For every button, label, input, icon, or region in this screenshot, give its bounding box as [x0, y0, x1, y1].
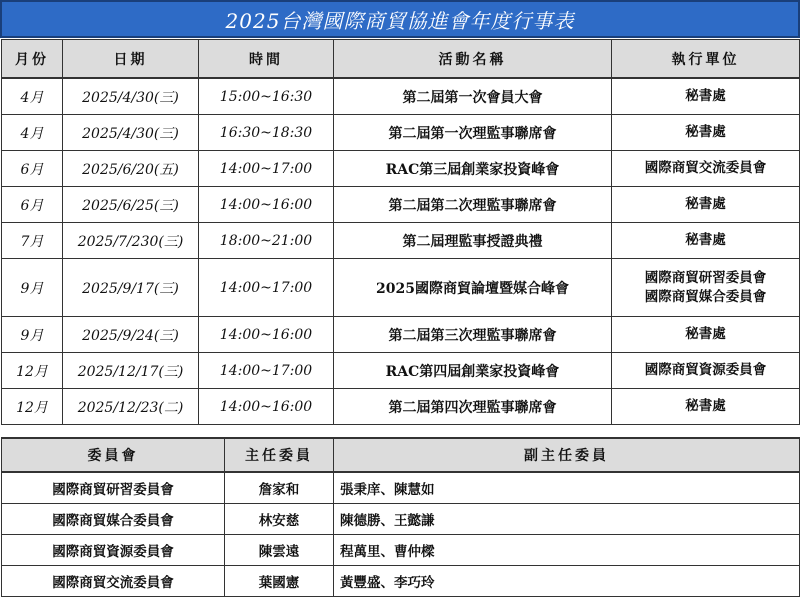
- month-cell: 4月: [2, 78, 63, 115]
- month-cell: 4月: [2, 115, 63, 151]
- header-event-name: 活動名稱: [334, 40, 612, 79]
- month-cell: 9月: [2, 259, 63, 317]
- table-row: [2, 151, 800, 187]
- committee-header-row: [2, 438, 800, 472]
- table-row: [2, 389, 800, 425]
- committee-name-cell: 國際商貿交流委員會: [2, 566, 225, 597]
- date-cell: 2025/12/23(二): [63, 389, 199, 425]
- event-name-cell: 第二屆理監事授證典禮: [334, 223, 612, 259]
- chair-cell: 林安慈: [225, 504, 334, 535]
- department-name: 秘書處: [685, 326, 726, 342]
- event-name-cell: 第二屆第四次理監事聯席會: [334, 389, 612, 425]
- event-name-cell: 第二屆第一次會員大會: [334, 78, 612, 115]
- table-row: [2, 317, 800, 353]
- event-name-cell: 2025國際商貿論壇暨媒合峰會: [334, 259, 612, 317]
- table-row: [2, 78, 800, 115]
- table-row: [2, 187, 800, 223]
- time-cell: 14:00~16:00: [199, 317, 334, 353]
- time-cell: 16:30~18:30: [199, 115, 334, 151]
- time-cell: 15:00~16:30: [199, 78, 334, 115]
- page-title: 2025台灣國際商貿協進會年度行事表: [0, 0, 800, 38]
- table-row: [2, 566, 800, 597]
- vice-chair-cell: 黃豐盛、李巧玲: [334, 566, 800, 597]
- event-name-cell: 第二屆第三次理監事聯席會: [334, 317, 612, 353]
- vice-chair-cell: 張秉庠、陳慧如: [334, 472, 800, 504]
- time-cell: 14:00~16:00: [199, 187, 334, 223]
- table-row: [2, 504, 800, 535]
- committee-table: [1, 437, 800, 597]
- date-cell: 2025/6/20(五): [63, 151, 199, 187]
- department-name: 國際商貿媒合委員會: [644, 288, 767, 305]
- table-row: [2, 472, 800, 504]
- committee-name-cell: 國際商貿研習委員會: [2, 472, 225, 504]
- department-name: 秘書處: [685, 196, 726, 212]
- chair-cell: 陳雲遠: [225, 535, 334, 566]
- date-cell: 2025/7/230(三): [63, 223, 199, 259]
- vice-chair-cell: 程萬里、曹仲樑: [334, 535, 800, 566]
- time-cell: 18:00~21:00: [199, 223, 334, 259]
- date-cell: 2025/4/30(三): [63, 115, 199, 151]
- date-cell: 2025/9/17(三): [63, 259, 199, 317]
- time-cell: 14:00~17:00: [199, 259, 334, 317]
- department-cell: [612, 115, 800, 151]
- section-divider: [0, 430, 800, 437]
- department-name: 國際商貿研習委員會: [644, 269, 767, 286]
- committee-name-cell: 國際商貿媒合委員會: [2, 504, 225, 535]
- month-cell: 6月: [2, 151, 63, 187]
- department-cell: [612, 259, 800, 317]
- department-name: 秘書處: [685, 232, 726, 248]
- department-name: 秘書處: [685, 88, 726, 104]
- date-cell: 2025/6/25(三): [63, 187, 199, 223]
- header-department: 執行單位: [612, 40, 800, 79]
- department-cell: [612, 187, 800, 223]
- department-cell: [612, 353, 800, 389]
- header-time: 時間: [199, 40, 334, 79]
- header-date: 日期: [63, 40, 199, 79]
- department-cell: [612, 389, 800, 425]
- date-cell: 2025/12/17(三): [63, 353, 199, 389]
- month-cell: 12月: [2, 389, 63, 425]
- department-cell: [612, 151, 800, 187]
- time-cell: 14:00~17:00: [199, 151, 334, 187]
- department-cell: [612, 78, 800, 115]
- department-cell: [612, 223, 800, 259]
- chair-cell: 詹家和: [225, 472, 334, 504]
- table-row: [2, 535, 800, 566]
- table-row: [2, 353, 800, 389]
- department-name: 秘書處: [685, 124, 726, 140]
- date-cell: 2025/9/24(三): [63, 317, 199, 353]
- table-row: [2, 223, 800, 259]
- committee-name-cell: 國際商貿資源委員會: [2, 535, 225, 566]
- event-name-cell: RAC第三屆創業家投資峰會: [334, 151, 612, 187]
- department-name: 秘書處: [685, 398, 726, 414]
- time-cell: 14:00~17:00: [199, 353, 334, 389]
- header-committee: 委員會: [2, 438, 225, 472]
- time-cell: 14:00~16:00: [199, 389, 334, 425]
- month-cell: 12月: [2, 353, 63, 389]
- department-name: 國際商貿資源委員會: [644, 362, 767, 378]
- month-cell: 7月: [2, 223, 63, 259]
- vice-chair-cell: 陳德勝、王懿謙: [334, 504, 800, 535]
- month-cell: 9月: [2, 317, 63, 353]
- header-chair: 主任委員: [225, 438, 334, 472]
- date-cell: 2025/4/30(三): [63, 78, 199, 115]
- table-row: [2, 115, 800, 151]
- event-name-cell: 第二屆第二次理監事聯席會: [334, 187, 612, 223]
- header-month: 月份: [2, 40, 63, 79]
- event-name-cell: 第二屆第一次理監事聯席會: [334, 115, 612, 151]
- department-name: 國際商貿交流委員會: [644, 160, 767, 176]
- table-row: [2, 259, 800, 317]
- department-cell: [612, 317, 800, 353]
- schedule-table: [1, 39, 800, 425]
- event-name-cell: RAC第四屆創業家投資峰會: [334, 353, 612, 389]
- month-cell: 6月: [2, 187, 63, 223]
- chair-cell: 葉國憲: [225, 566, 334, 597]
- header-vice-chair: 副主任委員: [334, 438, 800, 472]
- schedule-header-row: [2, 40, 800, 79]
